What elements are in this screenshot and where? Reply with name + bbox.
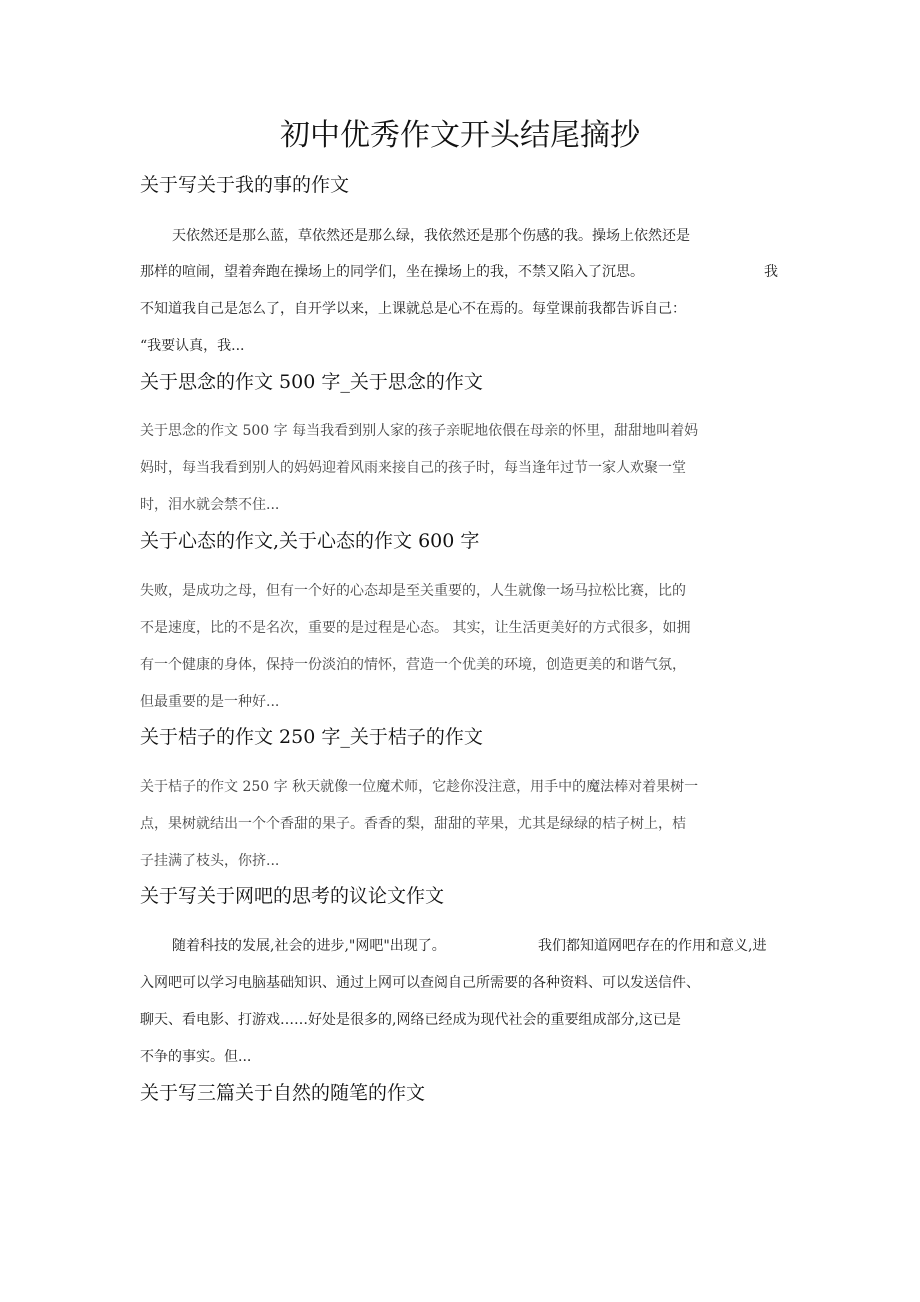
paragraph-line: 关于桔子的作文 250 字 秋天就像一位魔术师，它趁你没注意，用手中的魔法棒对着果树一 xyxy=(140,779,699,795)
paragraph-line: 有一个健康的身体，保持一份淡泊的情怀，营造一个优美的环境，创造更美的和谐气氛， xyxy=(140,657,686,673)
paragraph-line: 失败，是成功之母，但有一个好的心态却是至关重要的，人生就像一场马拉松比赛，比的 xyxy=(140,583,686,599)
paragraph-line: 不争的事实。但... xyxy=(140,1049,252,1065)
paragraph-line: 随着科技的发展,社会的进步,"网吧"出现了。 xyxy=(172,938,446,954)
section-heading-nature-essay: 关于写三篇关于自然的随笔的作文 xyxy=(140,1082,426,1104)
section-heading-my-story: 关于写关于我的事的作文 xyxy=(140,174,350,196)
paragraph-line: 不知道我自己是怎么了，自开学以来，上课就总是心不在焉的。每堂课前我都告诉自己： xyxy=(140,301,686,317)
section-heading-mindset: 关于心态的作文,关于心态的作文 600 字 xyxy=(140,530,480,552)
paragraph-line: 天依然还是那么蓝，草依然还是那么绿，我依然还是那个伤感的我。操场上依然还是 xyxy=(172,228,690,244)
paragraph-line: 我 xyxy=(764,264,778,280)
paragraph-line: “我要认真，我... xyxy=(140,338,245,354)
paragraph-line: 但最重要的是一种好... xyxy=(140,694,280,710)
section-heading-orange: 关于桔子的作文 250 字_关于桔子的作文 xyxy=(140,726,483,748)
section-heading-internet-cafe: 关于写关于网吧的思考的议论文作文 xyxy=(140,885,445,907)
paragraph-line: 入网吧可以学习电脑基础知识、通过上网可以查阅自己所需要的各种资料、可以发送信件、 xyxy=(140,975,700,991)
paragraph-line: 关于思念的作文 500 字 每当我看到别人家的孩子亲昵地依偎在母亲的怀里，甜甜地叫着妈 xyxy=(140,423,699,439)
paragraph-line: 时，泪水就会禁不住... xyxy=(140,497,280,513)
section-heading-missing: 关于思念的作文 500 字_关于思念的作文 xyxy=(140,371,483,393)
paragraph-line: 我们都知道网吧存在的作用和意义,进 xyxy=(538,938,767,954)
paragraph-line: 那样的喧闹，望着奔跑在操场上的同学们，坐在操场上的我，不禁又陷入了沉思。 xyxy=(140,264,644,280)
paragraph-line: 聊天、看电影、打游戏……好处是很多的,网络已经成为现代社会的重要组成部分,这已是 xyxy=(140,1012,681,1028)
paragraph-line: 子挂满了枝头，你挤... xyxy=(140,853,280,869)
paragraph-line: 点，果树就结出一个个香甜的果子。香香的梨，甜甜的苹果，尤其是绿绿的桔子树上，桔 xyxy=(140,816,686,832)
paragraph-line: 不是速度，比的不是名次，重要的是过程是心态。 其实，让生活更美好的方式很多，如拥 xyxy=(140,620,691,636)
document-title: 初中优秀作文开头结尾摘抄 xyxy=(280,118,640,153)
paragraph-line: 妈时，每当我看到别人的妈妈迎着风雨来接自己的孩子时，每当逢年过节一家人欢聚一堂 xyxy=(140,460,686,476)
